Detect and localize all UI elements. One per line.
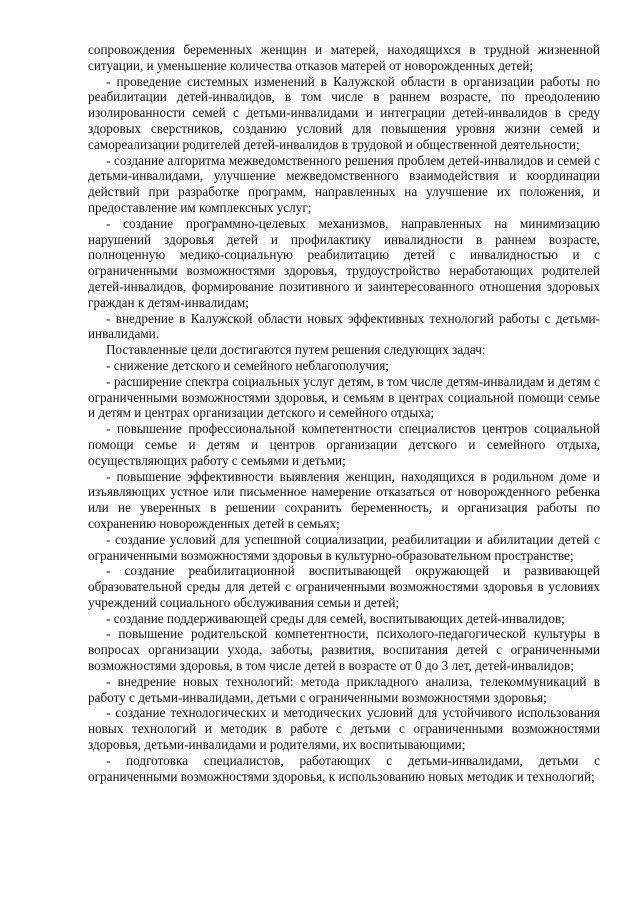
- paragraph-task-supportive-environment: - создание поддерживающей среды для семей, воспитывающих детей-инвалидов;: [106, 610, 565, 626]
- paragraph-task-expand-services: - расширение спектра социальных услуг детям, в том числе детям-инвалидам и детям с ограниченными возможностями здоровья, и семьям в центрах социальной помощи семье и детям и центрах организации детского и семейного отдыха;: [88, 373, 600, 421]
- paragraph-task-competence: - повышение профессиональной компетентности специалистов центров социальной помощи семье и детям и центров организации детского и семейного отдыха, осуществляющих работу с семьями и детьми;: [88, 421, 600, 468]
- paragraph-task-identification: - повышение эффективности выявления женщин, находящихся в родильном доме и изъявляющих устное или письменное намерение отказаться от новорожденного ребенка или не уверенных в решении сохранить беременность, и организация работы по сохранению новорожденных детей в семьях;: [88, 468, 600, 531]
- paragraph-tasks-intro: Поставленные цели достигаются путем решения следующих задач:: [106, 342, 486, 358]
- paragraph-task-socialization: - создание условий для успешной социализации, реабилитации и абилитации детей с ограниченными возможностями здоровья в культурно-образовательном пространстве;: [88, 531, 600, 563]
- paragraph-new-technologies: - внедрение в Калужской области новых эффективных технологий работы с детьми-инвалидами.: [88, 310, 600, 342]
- paragraph-interagency-algorithm: - создание алгоритма межведомственного решения проблем детей-инвалидов и семей с детьми-инвалидами, улучшение межведомственного взаимодействия и координации действий при разработке программ, направленных на улучшение их положения, и предоставление им комплексных услуг;: [88, 152, 600, 215]
- paragraph-task-training: - подготовка специалистов, работающих с детьми-инвалидами, детьми с ограниченными возможностями здоровья, к использованию новых методик и технологий;: [88, 752, 600, 784]
- paragraph-program-mechanisms: - создание программно-целевых механизмов, направленных на минимизацию нарушений здоровья детей и профилактику инвалидности в раннем возрасте, полноценную медико-социальную реабилитацию детей с инвалидностью и с ограниченными возможностями здоровья, трудоустройство неработающих родителей детей-инвалидов, формирование позитивного и заинтересованного отношения здоровых граждан к детям-инвалидам;: [88, 215, 600, 310]
- document-page: [88, 42, 600, 784]
- paragraph-rehabilitation-system: - проведение системных изменений в Калужской области в организации работы по реабилитации детей-инвалидов, в том числе в раннем возрасте, по преодолению изолированности семей с детьми-инвалидами и интеграции детей-инвалидов в среду здоровых сверстников, созданию условий для повышения уровня жизни семей и самореализации родителей детей-инвалидов в трудовой и общественной деятельности;: [88, 73, 600, 152]
- paragraph-task-methodical-conditions: - создание технологических и методических условий для устойчивого использования новых технологий и методик в работе с детьми с ограниченными возможностями здоровья, детьми-инвалидами и родителями, их воспитывающими;: [88, 705, 600, 753]
- paragraph-task-parental-competence: - повышение родительской компетентности, психолого-педагогической культуры в вопросах организации ухода, заботы, развития, воспитания детей с ограниченными возможностями здоровья, в том числе детей в возрасте от 0 до 3 лет, детей-инвалидов;: [88, 626, 600, 674]
- paragraph-task-technologies: - внедрение новых технологий: метода прикладного анализа, телекоммуникаций в работу с детьми-инвалидами, детьми с ограниченными возможностями здоровья;: [88, 673, 600, 705]
- paragraph-task-reduce-trouble: - снижение детского и семейного неблагополучия;: [106, 357, 389, 373]
- paragraph-task-educational-environment: - создание реабилитационной воспитывающей окружающей и развивающей образовательной среды для детей с ограниченными возможностями здоровья в условиях учреждений социального обслуживания семьи и детей;: [88, 563, 600, 610]
- paragraph-continuation: сопровождения беременных женщин и матерей, находящихся в трудной жизненной ситуации, и уменьшение количества отказов матерей от новорожденных детей;: [88, 42, 600, 73]
